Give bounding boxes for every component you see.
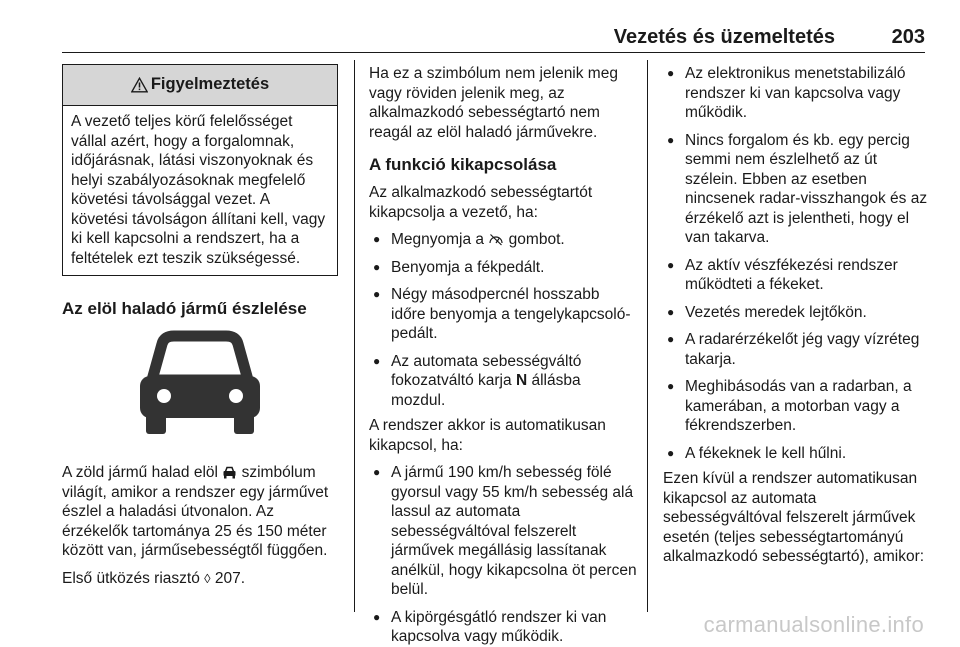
list-item: ● Meghibásodás van a radarban, a kamerában, a motorban vagy a fékrendszerben. [663, 377, 928, 436]
lead-paragraph: A rendszer akkor is automatikusan kikapcsol, ha: [369, 417, 606, 454]
list-item: ● Az elektronikus menetstabilizáló rendszer ki van kapcsolva vagy működik. [663, 64, 928, 123]
crossref-page-link[interactable]: 207. [214, 569, 246, 587]
column-divider [354, 60, 355, 612]
list-item: ● Vezetés meredek lejtőkön. [663, 303, 928, 323]
column-divider [647, 60, 648, 612]
list-item [369, 230, 637, 250]
crossref-arrow-icon: ◊ [204, 570, 211, 586]
caption-text: A zöld jármű halad elöl [62, 464, 218, 481]
column-3 [663, 64, 928, 567]
caption-text: szimbólum világít, amikor a rendszer egy járművet észlel a haladási útvonalon. Az érzékelők tartománya 25 és 150 méter között van, járműsebességtől függően. [62, 464, 329, 559]
car-front-icon [62, 330, 338, 440]
car-front-icon [222, 466, 237, 479]
list-item: ● Nincs forgalom és kb. egy percig semmi nem észlelhető az út szélein. Ebben az esetben nincsenek radar-visszhangok és az érzékelő azt is jelentheti, hogy el van takarva. [663, 131, 928, 248]
list-item: ● A radarérzékelőt jég vagy vízréteg takarja. [663, 330, 928, 369]
auto-off-list-continued [663, 64, 928, 463]
warning-box [62, 64, 338, 276]
page-header [62, 22, 925, 53]
lead-paragraph: Az alkalmazkodó sebességtartót kikapcsolja a vezető, ha: [369, 184, 593, 221]
warning-title: Figyelmeztetés [150, 75, 270, 94]
intro-paragraph: Ha ez a szimbólum nem jelenik meg vagy röviden jelenik meg, az alkalmazkodó sebességtartó nem reagál az elöl haladó járművekre. [369, 65, 618, 141]
list-item: ● A fékeknek le kell hűlni. [663, 444, 928, 464]
list-item-text: Az automata sebességváltó fokozatváltó karja [391, 352, 582, 389]
section-heading: Az elöl haladó jármű észlelése [62, 299, 307, 318]
closing-paragraph: Ezen kívül a rendszer automatikusan kikapcsol az automata sebességváltóval felszerelt járművek esetén (teljes sebességtartományú alkalmazkodó sebességtartó), amikor: [663, 470, 925, 565]
cruise-control-off-icon [488, 233, 504, 246]
list-item [369, 352, 637, 411]
warning-triangle-icon [131, 77, 148, 93]
list-item: ● A jármű 190 km/h sebesség fölé gyorsul vagy 55 km/h sebesség alá lassul az automata sebességváltóval felszerelt járművek megállásig lassítanak anélkül, hogy kikapcsolna öt percen belül. [369, 463, 637, 600]
gear-position-label: N [515, 372, 528, 389]
list-item-text: Megnyomja a [391, 231, 485, 248]
crossref-paragraph [62, 569, 338, 589]
list-item: ● A kipörgésgátló rendszer ki van kapcsolva vagy működik. [369, 608, 637, 647]
crossref-text: Első ütközés riasztó [62, 569, 200, 587]
auto-off-list [369, 463, 637, 647]
list-item-text: gombot. [508, 231, 565, 248]
section-paragraph [62, 463, 338, 561]
page-number: 203 [891, 26, 925, 48]
list-item-text: állásba mozdul. [391, 372, 581, 409]
vehicle-symbol-figure [62, 330, 338, 440]
watermark: carmanualsonline.info [703, 612, 924, 637]
list-item: ● Négy másodpercnél hosszabb időre benyomja a tengelykapcsoló-pedált. [369, 285, 637, 344]
deactivation-list [369, 230, 637, 410]
section-heading: A funkció kikapcsolása [369, 155, 557, 174]
column-2 [369, 64, 637, 647]
page-header-title: Vezetés és üzemeltetés [613, 26, 835, 48]
warning-header [63, 65, 337, 106]
column-1 [62, 64, 338, 588]
list-item: ● Benyomja a fékpedált. [369, 258, 637, 278]
list-item: ● Az aktív vészfékezési rendszer működteti a fékeket. [663, 256, 928, 295]
warning-text: A vezető teljes körű felelősséget vállal azért, hogy a forgalomnak, időjárásnak, látási viszonyoknak és helyi szabályozásoknak megfelelő követési távolsággal vezet. A követési távolságon állítani kell, vagy ki kell kapcsolni a rendszert, ha a feltételek ezt teszik szükségessé. [71, 113, 326, 267]
